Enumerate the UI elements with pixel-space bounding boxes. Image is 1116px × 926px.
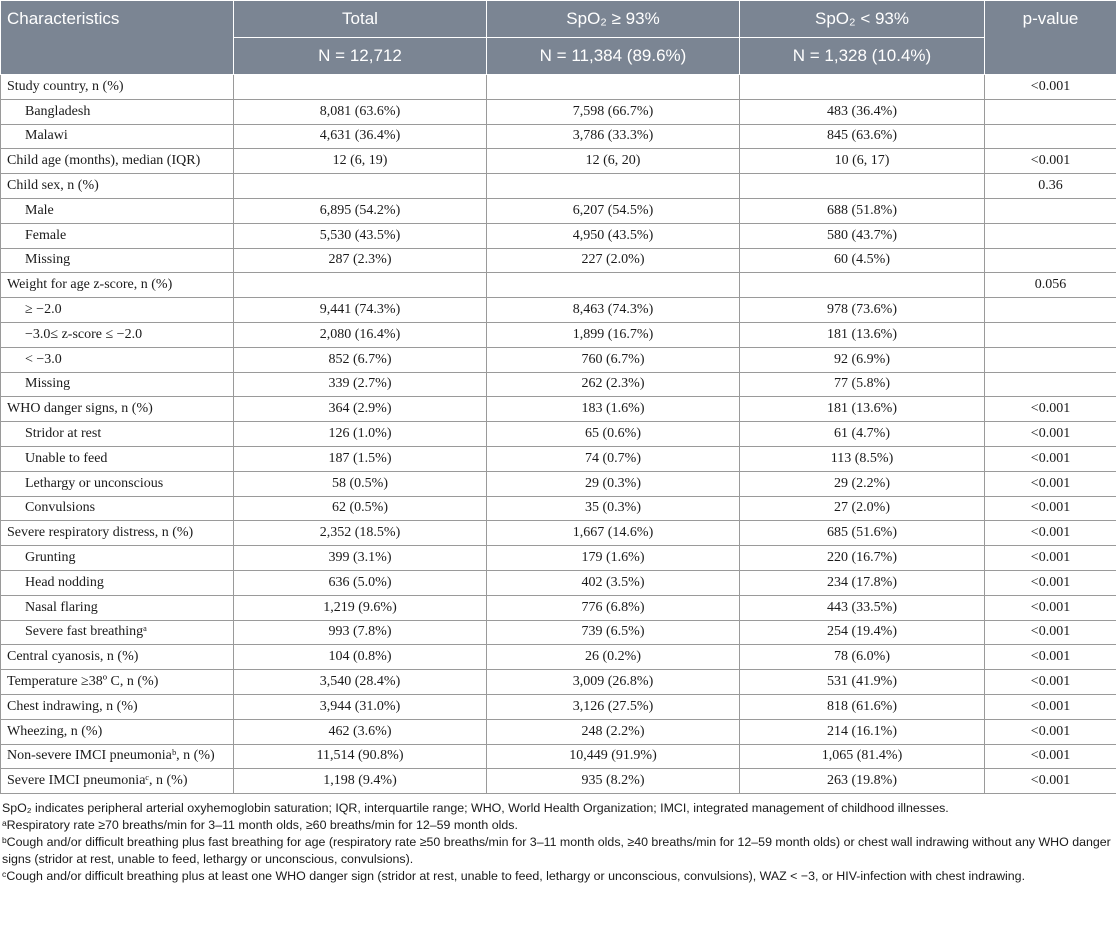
table-row bbox=[1, 620, 1116, 645]
cell-spo2-low: 10 (6, 17) bbox=[740, 149, 985, 174]
cell-total: 5,530 (43.5%) bbox=[234, 223, 487, 248]
cell-spo2-high: 739 (6.5%) bbox=[487, 620, 740, 645]
cell-spo2-high: 26 (0.2%) bbox=[487, 645, 740, 670]
header-n-high: N = 11,384 (89.6%) bbox=[487, 38, 740, 75]
cell-spo2-high: 8,463 (74.3%) bbox=[487, 298, 740, 323]
cell-spo2-high: 74 (0.7%) bbox=[487, 446, 740, 471]
cell-pvalue: <0.001 bbox=[985, 446, 1116, 471]
cell-spo2-high: 227 (2.0%) bbox=[487, 248, 740, 273]
cell-pvalue: <0.001 bbox=[985, 645, 1116, 670]
cell-total bbox=[234, 75, 487, 100]
table-row bbox=[1, 149, 1116, 174]
cell-total: 3,540 (28.4%) bbox=[234, 670, 487, 695]
footnote-abbreviations: SpO₂ indicates peripheral arterial oxyhemoglobin saturation; IQR, interquartile range; WHO, World Health Organization; IMCI, integrated management of childhood illnesses. bbox=[2, 801, 949, 816]
header-n-low: N = 1,328 (10.4%) bbox=[740, 38, 985, 75]
cell-spo2-high: 3,009 (26.8%) bbox=[487, 670, 740, 695]
cell-total: 104 (0.8%) bbox=[234, 645, 487, 670]
cell-pvalue: <0.001 bbox=[985, 744, 1116, 769]
table-header bbox=[1, 1, 1116, 75]
footnote-a: ᵃRespiratory rate ≥70 breaths/min for 3–11 month olds, ≥60 breaths/min for 12–59 month olds. bbox=[2, 818, 518, 833]
cell-spo2-low: 531 (41.9%) bbox=[740, 670, 985, 695]
cell-spo2-high: 402 (3.5%) bbox=[487, 570, 740, 595]
cell-pvalue: <0.001 bbox=[985, 75, 1116, 100]
table-row bbox=[1, 347, 1116, 372]
cell-total: 636 (5.0%) bbox=[234, 570, 487, 595]
cell-spo2-low: 29 (2.2%) bbox=[740, 471, 985, 496]
cell-pvalue: <0.001 bbox=[985, 397, 1116, 422]
cell-total: 364 (2.9%) bbox=[234, 397, 487, 422]
cell-spo2-high bbox=[487, 273, 740, 298]
cell-spo2-low bbox=[740, 273, 985, 298]
cell-total: 287 (2.3%) bbox=[234, 248, 487, 273]
table-row bbox=[1, 769, 1116, 794]
cell-total: 2,352 (18.5%) bbox=[234, 521, 487, 546]
row-label: Female bbox=[1, 223, 234, 248]
row-label: Male bbox=[1, 198, 234, 223]
cell-spo2-low bbox=[740, 75, 985, 100]
cell-spo2-high: 760 (6.7%) bbox=[487, 347, 740, 372]
cell-total: 187 (1.5%) bbox=[234, 446, 487, 471]
table-row bbox=[1, 521, 1116, 546]
cell-pvalue: <0.001 bbox=[985, 694, 1116, 719]
cell-total: 6,895 (54.2%) bbox=[234, 198, 487, 223]
cell-spo2-low: 61 (4.7%) bbox=[740, 422, 985, 447]
cell-total: 1,219 (9.6%) bbox=[234, 595, 487, 620]
cell-spo2-high bbox=[487, 75, 740, 100]
cell-pvalue bbox=[985, 372, 1116, 397]
cell-total bbox=[234, 273, 487, 298]
row-label: Missing bbox=[1, 248, 234, 273]
cell-spo2-low: 254 (19.4%) bbox=[740, 620, 985, 645]
cell-pvalue bbox=[985, 198, 1116, 223]
row-label: Study country, n (%) bbox=[1, 75, 234, 100]
cell-pvalue: <0.001 bbox=[985, 521, 1116, 546]
cell-spo2-high: 3,786 (33.3%) bbox=[487, 124, 740, 149]
cell-pvalue: <0.001 bbox=[985, 570, 1116, 595]
footnote-c: ᶜCough and/or difficult breathing plus at least one WHO danger sign (stridor at rest, unable to feed, lethargy or unconscious, convulsions), WAZ < −3, or HIV-infection with chest indrawing. bbox=[2, 869, 1026, 884]
row-label: Child age (months), median (IQR) bbox=[1, 149, 234, 174]
row-label: Grunting bbox=[1, 546, 234, 571]
row-label: Severe fast breathingᵃ bbox=[1, 620, 234, 645]
cell-pvalue: <0.001 bbox=[985, 620, 1116, 645]
cell-spo2-high: 4,950 (43.5%) bbox=[487, 223, 740, 248]
cell-pvalue: <0.001 bbox=[985, 496, 1116, 521]
cell-total: 339 (2.7%) bbox=[234, 372, 487, 397]
cell-spo2-low: 483 (36.4%) bbox=[740, 99, 985, 124]
cell-pvalue: <0.001 bbox=[985, 471, 1116, 496]
cell-pvalue: <0.001 bbox=[985, 546, 1116, 571]
table-row bbox=[1, 496, 1116, 521]
header-pvalue: p-value bbox=[985, 1, 1116, 75]
cell-pvalue bbox=[985, 124, 1116, 149]
cell-spo2-high: 935 (8.2%) bbox=[487, 769, 740, 794]
cell-total: 993 (7.8%) bbox=[234, 620, 487, 645]
cell-spo2-high: 776 (6.8%) bbox=[487, 595, 740, 620]
cell-spo2-low: 978 (73.6%) bbox=[740, 298, 985, 323]
cell-spo2-high: 1,899 (16.7%) bbox=[487, 322, 740, 347]
table-row bbox=[1, 298, 1116, 323]
cell-total: 1,198 (9.4%) bbox=[234, 769, 487, 794]
row-label: −3.0≤ z-score ≤ −2.0 bbox=[1, 322, 234, 347]
table-body bbox=[1, 75, 1116, 794]
table-row bbox=[1, 570, 1116, 595]
cell-pvalue bbox=[985, 347, 1116, 372]
cell-spo2-low: 113 (8.5%) bbox=[740, 446, 985, 471]
cell-pvalue bbox=[985, 322, 1116, 347]
row-label: Convulsions bbox=[1, 496, 234, 521]
cell-spo2-low: 234 (17.8%) bbox=[740, 570, 985, 595]
cell-spo2-high: 3,126 (27.5%) bbox=[487, 694, 740, 719]
table-row bbox=[1, 75, 1116, 100]
header-spo2-high: SpO₂ ≥ 93% bbox=[487, 1, 740, 38]
cell-total: 8,081 (63.6%) bbox=[234, 99, 487, 124]
cell-spo2-low: 845 (63.6%) bbox=[740, 124, 985, 149]
table-footnotes bbox=[0, 794, 1116, 885]
cell-spo2-low: 220 (16.7%) bbox=[740, 546, 985, 571]
table-row bbox=[1, 322, 1116, 347]
table-row bbox=[1, 273, 1116, 298]
row-label: Temperature ≥38º C, n (%) bbox=[1, 670, 234, 695]
table-row bbox=[1, 446, 1116, 471]
cell-pvalue: <0.001 bbox=[985, 719, 1116, 744]
cell-pvalue: 0.056 bbox=[985, 273, 1116, 298]
cell-pvalue: <0.001 bbox=[985, 769, 1116, 794]
cell-total: 58 (0.5%) bbox=[234, 471, 487, 496]
cell-pvalue: <0.001 bbox=[985, 595, 1116, 620]
header-spo2-low: SpO₂ < 93% bbox=[740, 1, 985, 38]
table-row bbox=[1, 595, 1116, 620]
cell-spo2-low: 818 (61.6%) bbox=[740, 694, 985, 719]
cell-total: 399 (3.1%) bbox=[234, 546, 487, 571]
table-row bbox=[1, 248, 1116, 273]
row-label: Missing bbox=[1, 372, 234, 397]
row-label: Bangladesh bbox=[1, 99, 234, 124]
cell-spo2-low: 1,065 (81.4%) bbox=[740, 744, 985, 769]
cell-spo2-low: 27 (2.0%) bbox=[740, 496, 985, 521]
cell-total: 462 (3.6%) bbox=[234, 719, 487, 744]
footnote-b: ᵇCough and/or difficult breathing plus fast breathing for age (respiratory rate ≥50 breaths/min for 3–11 month olds, ≥40 breaths/min for 12–59 month olds) or chest wall indrawing without any WHO danger signs (stridor at rest, unable to feed, lethargy or unconscious, convulsions). bbox=[2, 835, 1111, 867]
cell-pvalue: 0.36 bbox=[985, 174, 1116, 199]
row-label: Malawi bbox=[1, 124, 234, 149]
cell-pvalue bbox=[985, 248, 1116, 273]
cell-total bbox=[234, 174, 487, 199]
row-label: Severe IMCI pneumoniaᶜ, n (%) bbox=[1, 769, 234, 794]
header-characteristics: Characteristics bbox=[1, 1, 234, 75]
table-row bbox=[1, 744, 1116, 769]
row-label: Stridor at rest bbox=[1, 422, 234, 447]
table-row bbox=[1, 471, 1116, 496]
cell-spo2-high bbox=[487, 174, 740, 199]
table-row bbox=[1, 422, 1116, 447]
row-label: Lethargy or unconscious bbox=[1, 471, 234, 496]
cell-total: 126 (1.0%) bbox=[234, 422, 487, 447]
cell-spo2-high: 183 (1.6%) bbox=[487, 397, 740, 422]
cell-spo2-low: 443 (33.5%) bbox=[740, 595, 985, 620]
row-label: < −3.0 bbox=[1, 347, 234, 372]
cell-spo2-high: 65 (0.6%) bbox=[487, 422, 740, 447]
cell-pvalue bbox=[985, 99, 1116, 124]
cell-spo2-low: 60 (4.5%) bbox=[740, 248, 985, 273]
row-label: Wheezing, n (%) bbox=[1, 719, 234, 744]
cell-spo2-high: 29 (0.3%) bbox=[487, 471, 740, 496]
table-row bbox=[1, 124, 1116, 149]
cell-spo2-high: 35 (0.3%) bbox=[487, 496, 740, 521]
cell-total: 11,514 (90.8%) bbox=[234, 744, 487, 769]
cell-pvalue bbox=[985, 298, 1116, 323]
table-row bbox=[1, 198, 1116, 223]
cell-pvalue bbox=[985, 223, 1116, 248]
cell-spo2-low bbox=[740, 174, 985, 199]
cell-spo2-low: 181 (13.6%) bbox=[740, 397, 985, 422]
table-row bbox=[1, 99, 1116, 124]
cell-total: 4,631 (36.4%) bbox=[234, 124, 487, 149]
table-row bbox=[1, 719, 1116, 744]
row-label: Head nodding bbox=[1, 570, 234, 595]
cell-spo2-low: 214 (16.1%) bbox=[740, 719, 985, 744]
row-label: ≥ −2.0 bbox=[1, 298, 234, 323]
cell-spo2-high: 1,667 (14.6%) bbox=[487, 521, 740, 546]
cell-spo2-low: 92 (6.9%) bbox=[740, 347, 985, 372]
table-row bbox=[1, 223, 1116, 248]
cell-spo2-low: 688 (51.8%) bbox=[740, 198, 985, 223]
cell-spo2-low: 78 (6.0%) bbox=[740, 645, 985, 670]
row-label: Severe respiratory distress, n (%) bbox=[1, 521, 234, 546]
cell-pvalue: <0.001 bbox=[985, 422, 1116, 447]
cell-spo2-high: 248 (2.2%) bbox=[487, 719, 740, 744]
header-n-total: N = 12,712 bbox=[234, 38, 487, 75]
table-row bbox=[1, 546, 1116, 571]
table-row bbox=[1, 694, 1116, 719]
cell-total: 3,944 (31.0%) bbox=[234, 694, 487, 719]
cell-spo2-high: 179 (1.6%) bbox=[487, 546, 740, 571]
cell-spo2-high: 6,207 (54.5%) bbox=[487, 198, 740, 223]
cell-total: 9,441 (74.3%) bbox=[234, 298, 487, 323]
cell-spo2-high: 7,598 (66.7%) bbox=[487, 99, 740, 124]
cell-spo2-low: 580 (43.7%) bbox=[740, 223, 985, 248]
table-row bbox=[1, 645, 1116, 670]
row-label: Child sex, n (%) bbox=[1, 174, 234, 199]
table-row bbox=[1, 174, 1116, 199]
row-label: Non-severe IMCI pneumoniaᵇ, n (%) bbox=[1, 744, 234, 769]
cell-spo2-low: 685 (51.6%) bbox=[740, 521, 985, 546]
cell-total: 852 (6.7%) bbox=[234, 347, 487, 372]
row-label: Weight for age z-score, n (%) bbox=[1, 273, 234, 298]
header-total: Total bbox=[234, 1, 487, 38]
cell-spo2-low: 263 (19.8%) bbox=[740, 769, 985, 794]
row-label: Central cyanosis, n (%) bbox=[1, 645, 234, 670]
cell-total: 2,080 (16.4%) bbox=[234, 322, 487, 347]
row-label: WHO danger signs, n (%) bbox=[1, 397, 234, 422]
cell-spo2-high: 12 (6, 20) bbox=[487, 149, 740, 174]
cell-spo2-low: 181 (13.6%) bbox=[740, 322, 985, 347]
cell-total: 62 (0.5%) bbox=[234, 496, 487, 521]
cell-total: 12 (6, 19) bbox=[234, 149, 487, 174]
row-label: Nasal flaring bbox=[1, 595, 234, 620]
cell-pvalue: <0.001 bbox=[985, 149, 1116, 174]
cell-pvalue: <0.001 bbox=[985, 670, 1116, 695]
cell-spo2-high: 262 (2.3%) bbox=[487, 372, 740, 397]
row-label: Unable to feed bbox=[1, 446, 234, 471]
table-row bbox=[1, 670, 1116, 695]
table-row bbox=[1, 372, 1116, 397]
table-row bbox=[1, 397, 1116, 422]
cell-spo2-low: 77 (5.8%) bbox=[740, 372, 985, 397]
cell-spo2-high: 10,449 (91.9%) bbox=[487, 744, 740, 769]
row-label: Chest indrawing, n (%) bbox=[1, 694, 234, 719]
